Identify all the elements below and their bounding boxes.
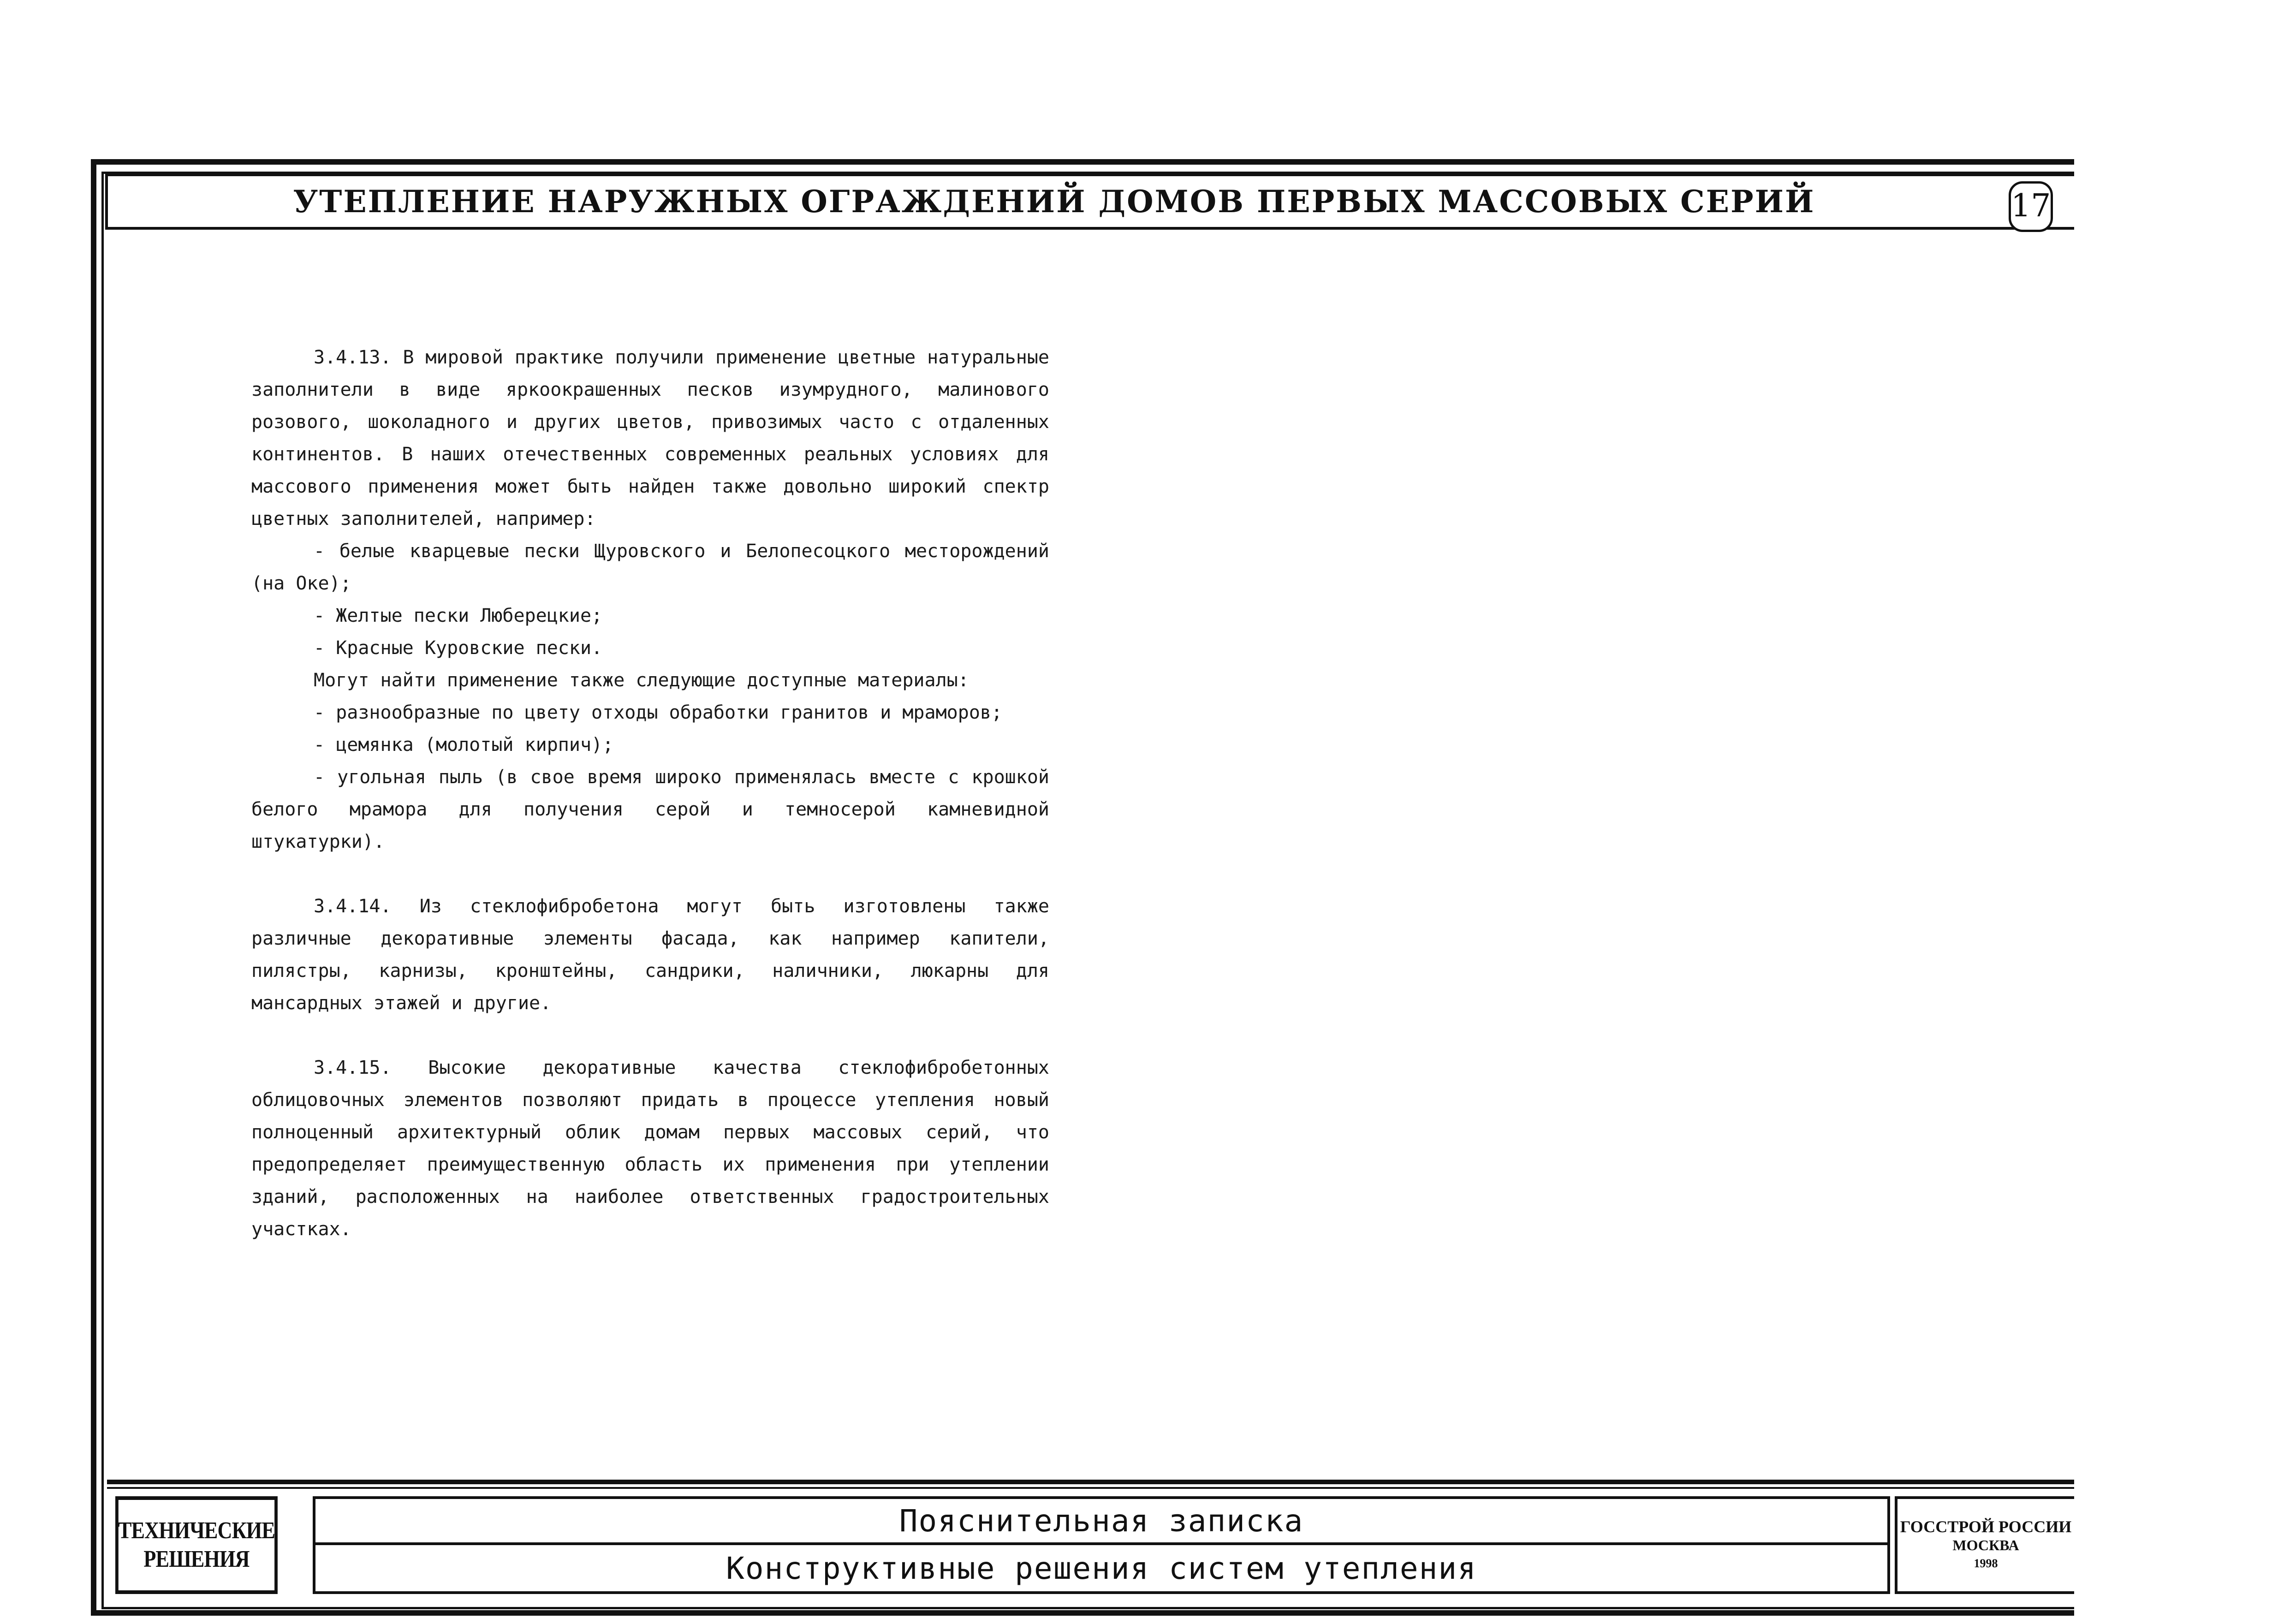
stamp-year: 1998 <box>1974 1557 1998 1570</box>
list-item: - угольная пыль (в свое время широко применялась вместе с крошкой белого мрамора для получения серой и темносерой камневидной штукатурки). <box>251 767 1049 852</box>
stamp-rule-thick <box>107 1480 2074 1484</box>
paragraph-3-4-14: 3.4.14. Из стеклофибробетона могут быть изготовлены также различные декоративные элементы фасада, как например капители, пилястры, карнизы, кронштейны, сандрики, наличники, люкарны для мансардных этажей и другие. <box>251 896 1049 1014</box>
paragraph-3-4-15: 3.4.15. Высокие декоративные качества стеклофибробетонных облицовочных элементов позволяют придать в процессе утепления новый полноценный архитектурный облик домам первых массовых серий, что предопределяет преимущественную область их применения при утеплении зданий, расположенных на наиболее ответственных градостроительных участках. <box>251 1057 1049 1240</box>
stamp-category-box <box>115 1496 278 1594</box>
stamp-doc-type: Пояснительная записка <box>315 1499 1887 1545</box>
stamp-category-line2: РЕШЕНИЯ <box>143 1546 250 1572</box>
stamp-category-line1: ТЕХНИЧЕСКИЕ <box>118 1517 275 1544</box>
stamp-rule-thin <box>107 1487 2074 1489</box>
paragraph-materials: Могут найти применение также следующие доступные материалы: <box>314 670 969 691</box>
stamp-org: ГОССТРОЙ РОССИИ <box>1900 1517 2072 1536</box>
body-text <box>251 341 1049 1245</box>
list-item: - Желтые пески Люберецкие; <box>314 605 603 626</box>
stamp-city: МОСКВА <box>1952 1537 2019 1553</box>
paragraph-gap <box>251 1019 1049 1052</box>
paragraph-gap <box>251 858 1049 890</box>
list-item: - разнообразные по цвету отходы обработки гранитов и мраморов; <box>314 702 1003 723</box>
list-item: - цемянка (молотый кирпич); <box>314 734 614 755</box>
stamp-title-box <box>313 1496 1890 1594</box>
title-block <box>105 173 2074 230</box>
page-title: УТЕПЛЕНИЕ НАРУЖНЫХ ОГРАЖДЕНИЙ ДОМОВ ПЕРВЫХ МАССОВЫХ СЕРИЙ <box>293 184 1815 220</box>
sheet-number: 17 <box>2009 181 2053 232</box>
paragraph-3-4-13: 3.4.13. В мировой практике получили применение цветные натуральные заполнители в виде яркоокрашенных песков изумрудного, малинового розового, шоколадного и других цветов, привозимых часто с отдаленных континентов. В наших отечественных современных реальных условиях для массового применения может быть найден также довольно широкий спектр цветных заполнителей, например: <box>251 347 1049 529</box>
list-item: - белые кварцевые пески Щуровского и Белопесоцкого месторождений (на Оке); <box>251 541 1049 594</box>
list-item: - Красные Куровские пески. <box>314 637 603 659</box>
stamp-org-box <box>1895 1496 2074 1594</box>
stamp-doc-title: Конструктивные решения систем утепления <box>726 1550 1477 1586</box>
